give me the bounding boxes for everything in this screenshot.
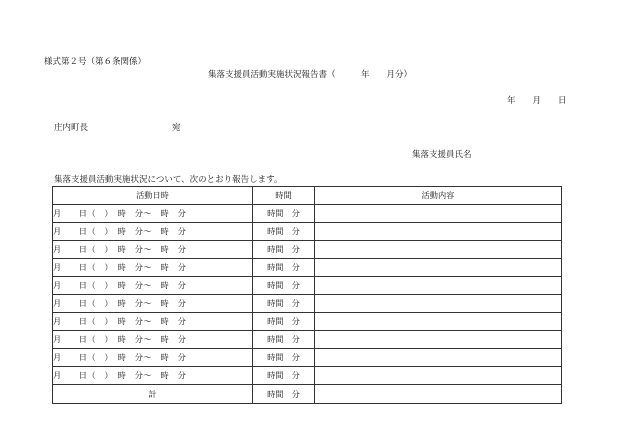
total-label: 計 [53,385,253,404]
addressee-honorific: 宛 [172,123,181,133]
activity-datetime-cell[interactable]: 月 日（ ） 時 分～ 時 分 [53,223,253,241]
duration-cell[interactable]: 時間 分 [253,259,315,277]
activity-datetime-cell[interactable]: 月 日（ ） 時 分～ 時 分 [53,331,253,349]
total-content-cell[interactable] [315,385,562,404]
activity-content-cell[interactable] [315,313,562,331]
duration-cell[interactable]: 時間 分 [253,367,315,385]
total-duration-cell[interactable]: 時間 分 [253,385,315,404]
activity-content-cell[interactable] [315,277,562,295]
form-number: 様式第２号（第６条関係） [44,57,147,67]
table-row [53,205,562,223]
header-activity-datetime: 活動日時 [53,187,253,205]
table-row [53,241,562,259]
table-header-row [53,187,562,205]
total-row [53,385,562,404]
intro-text: 集落支援員活動実施状況について、次のとおり報告します。 [54,175,283,185]
activity-content-cell[interactable] [315,241,562,259]
activity-datetime-cell[interactable]: 月 日（ ） 時 分～ 時 分 [53,205,253,223]
activity-content-cell[interactable] [315,367,562,385]
activity-content-cell[interactable] [315,223,562,241]
table-row [53,313,562,331]
header-duration: 時間 [253,187,315,205]
document-title: 集落支援員活動実施状況報告書（ 年 月分） [208,70,413,80]
duration-cell[interactable]: 時間 分 [253,295,315,313]
table-row [53,223,562,241]
activity-report-table [52,186,562,404]
table-row [53,349,562,367]
table-row [53,259,562,277]
activity-content-cell[interactable] [315,331,562,349]
activity-content-cell[interactable] [315,259,562,277]
activity-content-cell[interactable] [315,205,562,223]
duration-cell[interactable]: 時間 分 [253,313,315,331]
table-row [53,367,562,385]
activity-datetime-cell[interactable]: 月 日（ ） 時 分～ 時 分 [53,349,253,367]
activity-datetime-cell[interactable]: 月 日（ ） 時 分～ 時 分 [53,313,253,331]
duration-cell[interactable]: 時間 分 [253,241,315,259]
table-row [53,331,562,349]
activity-content-cell[interactable] [315,349,562,367]
duration-cell[interactable]: 時間 分 [253,277,315,295]
activity-datetime-cell[interactable]: 月 日（ ） 時 分～ 時 分 [53,277,253,295]
addressee: 庄内町長 [54,123,89,133]
report-date: 年 月 日 [507,96,567,106]
activity-datetime-cell[interactable]: 月 日（ ） 時 分～ 時 分 [53,367,253,385]
duration-cell[interactable]: 時間 分 [253,349,315,367]
activity-datetime-cell[interactable]: 月 日（ ） 時 分～ 時 分 [53,241,253,259]
activity-content-cell[interactable] [315,295,562,313]
duration-cell[interactable]: 時間 分 [253,331,315,349]
table-row [53,277,562,295]
duration-cell[interactable]: 時間 分 [253,205,315,223]
activity-datetime-cell[interactable]: 月 日（ ） 時 分～ 時 分 [53,295,253,313]
duration-cell[interactable]: 時間 分 [253,223,315,241]
header-activity-content: 活動内容 [315,187,562,205]
activity-datetime-cell[interactable]: 月 日（ ） 時 分～ 時 分 [53,259,253,277]
table-row [53,295,562,313]
reporter-name-label: 集落支援員氏名 [412,150,472,160]
